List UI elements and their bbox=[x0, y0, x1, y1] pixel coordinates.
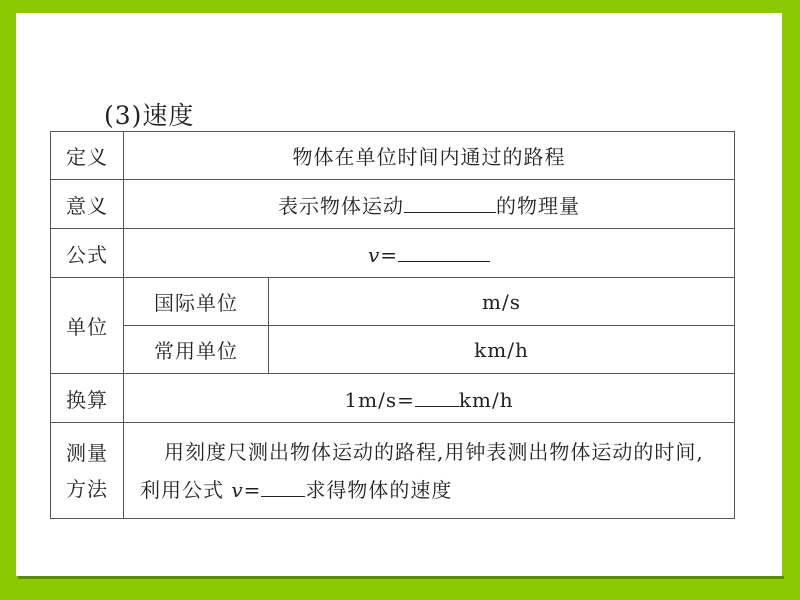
method-blank[interactable] bbox=[261, 475, 305, 497]
formula-label: 公式 bbox=[51, 229, 124, 278]
row-meaning bbox=[51, 180, 735, 229]
formula-blank[interactable] bbox=[398, 240, 490, 262]
unit-common-value: km/h bbox=[269, 326, 735, 374]
formula-value bbox=[124, 229, 735, 278]
section-heading: (3)速度 bbox=[104, 101, 195, 130]
slide-shadow bbox=[18, 576, 784, 579]
method-eq: = bbox=[243, 477, 262, 502]
conversion-value bbox=[124, 374, 735, 423]
unit-label: 单位 bbox=[51, 278, 124, 374]
meaning-text-after: 的物理量 bbox=[496, 193, 580, 218]
row-unit-si bbox=[51, 278, 735, 326]
row-method bbox=[51, 423, 735, 519]
unit-si-value: m/s bbox=[269, 278, 735, 326]
method-label-line2: 方法 bbox=[66, 476, 108, 501]
row-unit-common bbox=[51, 326, 735, 374]
definition-value: 物体在单位时间内通过的路程 bbox=[124, 132, 735, 180]
conversion-label: 换算 bbox=[51, 374, 124, 423]
unit-si-label: 国际单位 bbox=[124, 278, 269, 326]
conversion-blank[interactable] bbox=[415, 385, 459, 407]
formula-eq: = bbox=[380, 242, 399, 267]
method-label bbox=[51, 423, 124, 519]
meaning-blank[interactable] bbox=[404, 191, 496, 213]
meaning-value bbox=[124, 180, 735, 229]
conversion-left: 1m/s= bbox=[344, 387, 415, 412]
method-text-part1: 用刻度尺测出物体运动的路程,用钟表测出物体运动的时间,利用公式 bbox=[140, 439, 704, 502]
formula-var: v bbox=[367, 242, 381, 267]
row-definition bbox=[51, 132, 735, 180]
method-text-part2: 求得物体的速度 bbox=[305, 477, 453, 502]
row-conversion bbox=[51, 374, 735, 423]
row-formula bbox=[51, 229, 735, 278]
meaning-label: 意义 bbox=[51, 180, 124, 229]
meaning-text-before: 表示物体运动 bbox=[278, 193, 404, 218]
unit-common-label: 常用单位 bbox=[124, 326, 269, 374]
definition-label: 定义 bbox=[51, 132, 124, 180]
method-var: v bbox=[231, 477, 244, 502]
method-label-line1: 测量 bbox=[66, 440, 108, 465]
conversion-right: km/h bbox=[458, 387, 514, 412]
speed-table bbox=[50, 131, 735, 519]
method-value bbox=[124, 423, 735, 519]
